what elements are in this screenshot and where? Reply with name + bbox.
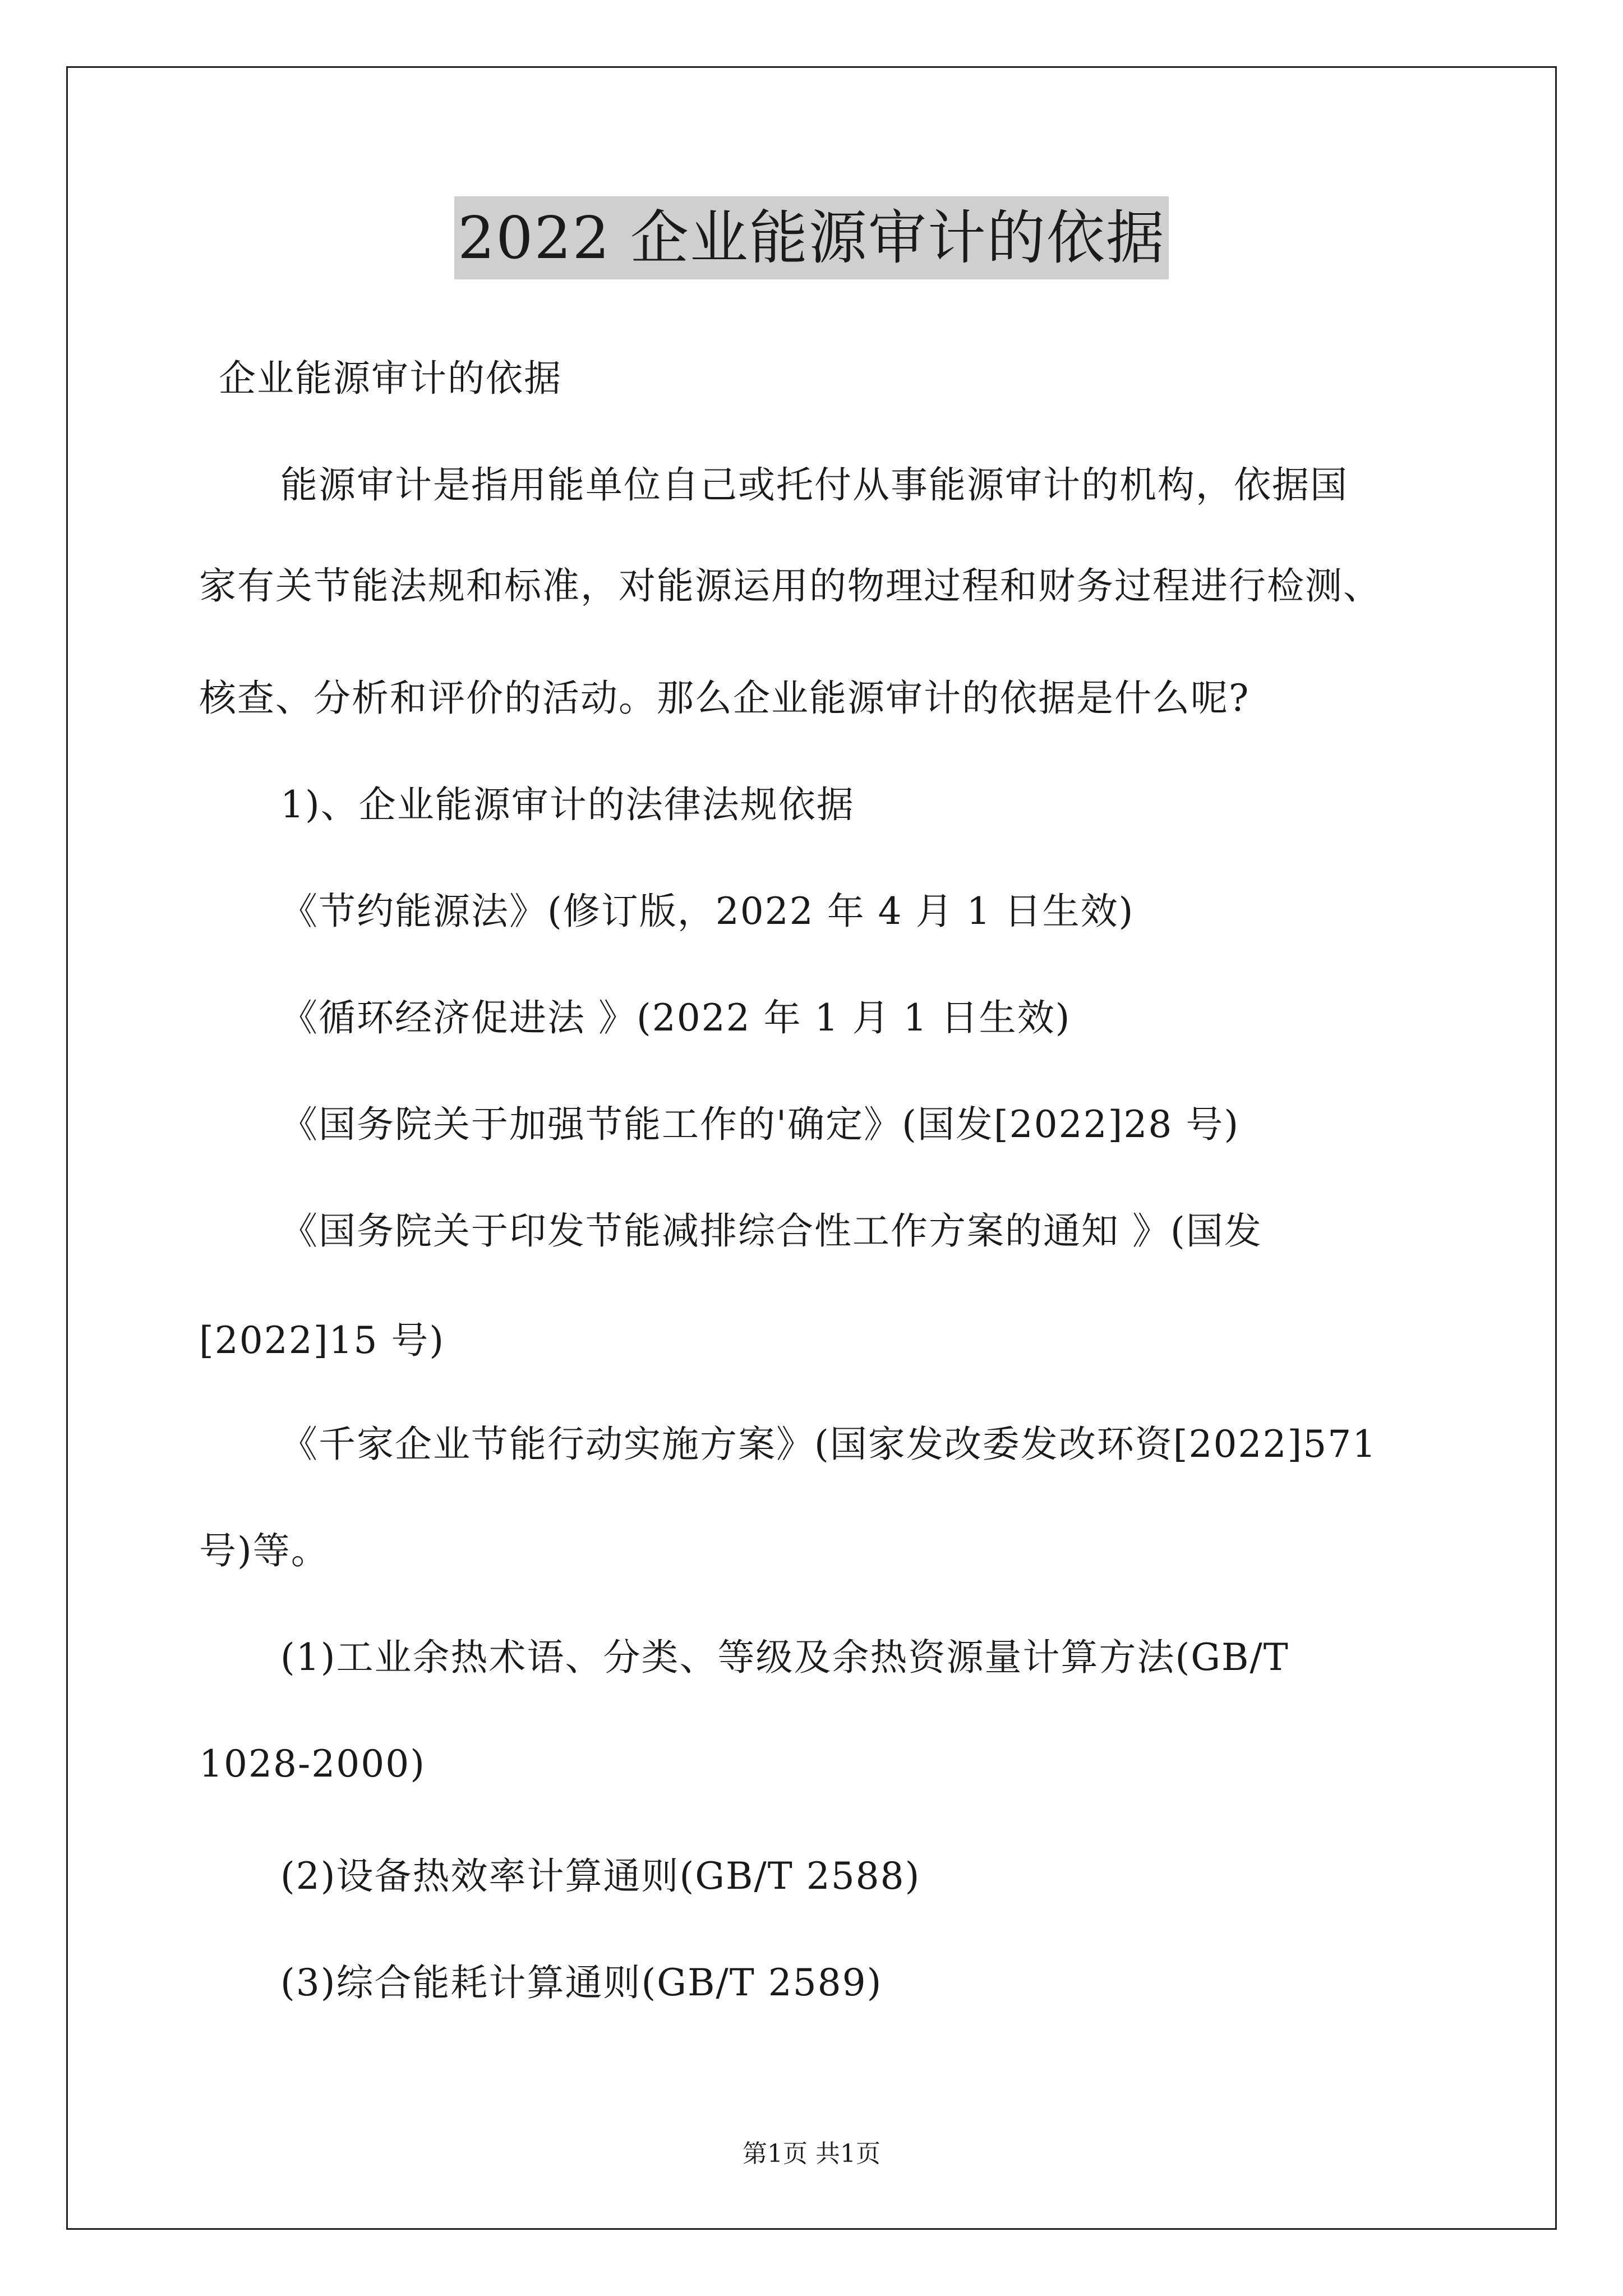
subtitle-line: 企业能源审计的依据 [219, 357, 562, 400]
list-item: 《国务院关于印发节能减排综合性工作方案的通知 》(国发 [280, 1209, 1262, 1253]
page-footer: 第1页 共1页 [743, 2139, 880, 2168]
title-container [0, 196, 1623, 279]
list-item: 《国务院关于加强节能工作的'确定》(国发[2022]28 号) [280, 1103, 1240, 1146]
standard-item: (1)工业余热术语、分类、等级及余热资源量计算方法(GB/T [280, 1636, 1289, 1679]
document-title: 2022 企业能源审计的依据 [454, 196, 1169, 279]
list-item-continuation: [2022]15 号) [199, 1319, 445, 1362]
standard-item: (3)综合能耗计算通则(GB/T 2589) [280, 1961, 883, 2004]
standard-item-continuation: 1028-2000) [199, 1742, 426, 1786]
list-item: 《千家企业节能行动实施方案》(国家发改委发改环资[2022]571 [280, 1423, 1377, 1466]
paragraph-line: 能源审计是指用能单位自己或托付从事能源审计的机构，依据国 [280, 463, 1348, 507]
list-item-continuation: 号)等。 [199, 1529, 329, 1572]
list-item: 《循环经济促进法 》(2022 年 1 月 1 日生效) [280, 996, 1071, 1039]
paragraph-line: 家有关节能法规和标准，对能源运用的物理过程和财务过程进行检测、 [199, 564, 1381, 608]
paragraph-line: 核查、分析和评价的活动。那么企业能源审计的依据是什么呢? [199, 677, 1250, 720]
list-item: 《节约能源法》(修订版，2022 年 4 月 1 日生效) [280, 890, 1135, 933]
standard-item: (2)设备热效率计算通则(GB/T 2588) [280, 1855, 921, 1898]
section-heading: 1)、企业能源审计的法律法规依据 [280, 783, 855, 826]
